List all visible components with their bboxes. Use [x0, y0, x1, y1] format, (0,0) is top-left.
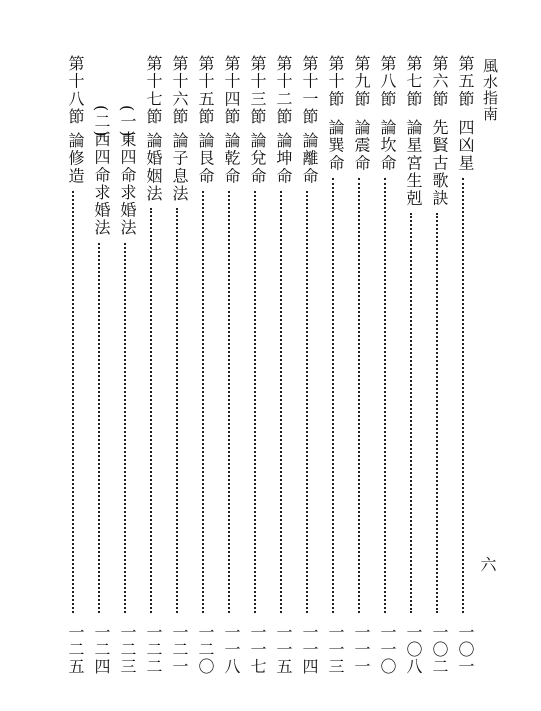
- toc-section-label: (二): [92, 105, 111, 139]
- toc-entry: [167, 55, 187, 675]
- toc-section-label: 第十二節: [274, 55, 293, 126]
- toc-entry: [63, 55, 83, 675]
- toc-entry: [375, 55, 395, 675]
- toc-entry-title: 論修造: [66, 132, 85, 185]
- dot-leader: [254, 191, 256, 613]
- toc-page-number: 一一一: [352, 624, 371, 675]
- toc-section-label: 第十節: [326, 55, 345, 108]
- toc-section-label: 第六節: [430, 55, 449, 108]
- toc-entry: [349, 55, 369, 675]
- toc-entry: [427, 55, 447, 675]
- toc-entry-title: 論子息法: [170, 132, 189, 203]
- toc-page-number: 一二三: [118, 624, 137, 675]
- toc-entry-title: 論星宮生剋: [404, 119, 423, 207]
- toc-entry: [141, 55, 161, 675]
- toc-section-label: 第十三節: [248, 55, 267, 126]
- toc-entry: [271, 55, 291, 675]
- toc-page-number: 一二五: [66, 624, 85, 675]
- toc-page-number: 一一八: [222, 624, 241, 675]
- dot-leader: [72, 191, 74, 613]
- page-number: 六: [478, 556, 497, 572]
- toc-entry: [245, 55, 265, 675]
- dot-leader: [228, 191, 230, 613]
- toc-section-label: 第九節: [352, 55, 371, 108]
- toc-entry: [401, 55, 421, 675]
- toc-page-number: 一二二: [144, 624, 163, 675]
- dot-leader: [384, 178, 386, 613]
- toc-section-label: (一): [118, 105, 137, 139]
- toc-entry: [89, 55, 109, 675]
- dot-leader: [358, 178, 360, 613]
- toc-entry-title: 東四命求婚法: [118, 131, 137, 237]
- toc-page-number: 一〇一: [456, 624, 475, 675]
- toc-entry: [323, 55, 343, 675]
- toc-page-number: 一一五: [274, 624, 293, 675]
- toc-section-label: 第八節: [378, 55, 397, 108]
- toc-page-number: 一一〇: [378, 624, 397, 675]
- toc-section-label: 第十六節: [170, 55, 189, 126]
- toc-entry-title: 論坤命: [274, 132, 293, 185]
- toc-page-number: 一一七: [248, 624, 267, 675]
- dot-leader: [124, 243, 126, 613]
- toc-page-number: 一二四: [92, 624, 111, 675]
- toc-section-label: 第五節: [456, 55, 475, 108]
- toc-entry: [193, 55, 213, 675]
- toc-page-number: 一一三: [326, 624, 345, 675]
- dot-leader: [332, 178, 334, 613]
- dot-leader: [436, 213, 438, 613]
- toc-entry-title: 論震命: [352, 119, 371, 172]
- toc-entry-title: 西四命求婚法: [92, 131, 111, 237]
- running-head: 風水指南: [481, 58, 499, 122]
- toc-entry-title: 論離命: [300, 132, 319, 185]
- toc-page-number: 一〇八: [404, 624, 423, 675]
- toc-page-number: 一二〇: [196, 624, 215, 675]
- toc-entry: [297, 55, 317, 675]
- toc-page-number: 一一四: [300, 624, 319, 675]
- toc-entry-title: 論艮命: [196, 132, 215, 185]
- toc-entry-title: 論婚姻法: [144, 132, 163, 203]
- toc-section-label: 第十五節: [196, 55, 215, 126]
- toc-section-label: 第十七節: [144, 55, 163, 126]
- toc-section-label: 第七節: [404, 55, 423, 108]
- toc-section-label: 第十一節: [300, 55, 319, 126]
- toc-section-label: 第十四節: [222, 55, 241, 126]
- dot-leader: [410, 213, 412, 613]
- dot-leader: [202, 191, 204, 613]
- toc-entry-title: 論乾命: [222, 132, 241, 185]
- toc-page-number: 一二一: [170, 624, 189, 675]
- dot-leader: [280, 191, 282, 613]
- toc-entry: [219, 55, 239, 675]
- toc-entry-title: 先賢古歌訣: [430, 119, 449, 207]
- dot-leader: [150, 208, 152, 613]
- toc-entry: [453, 55, 473, 675]
- dot-leader: [462, 178, 464, 613]
- toc-entry-title: 論巽命: [326, 119, 345, 172]
- dot-leader: [306, 191, 308, 613]
- toc-page-number: 一〇二: [430, 624, 449, 675]
- dot-leader: [98, 243, 100, 613]
- toc-entry: [115, 55, 135, 675]
- toc-entry-title: 論兌命: [248, 132, 267, 185]
- toc-section-label: 第十八節: [66, 55, 85, 126]
- toc-entry-title: 論坎命: [378, 119, 397, 172]
- toc-entry-title: 四凶星: [456, 119, 475, 172]
- dot-leader: [176, 208, 178, 613]
